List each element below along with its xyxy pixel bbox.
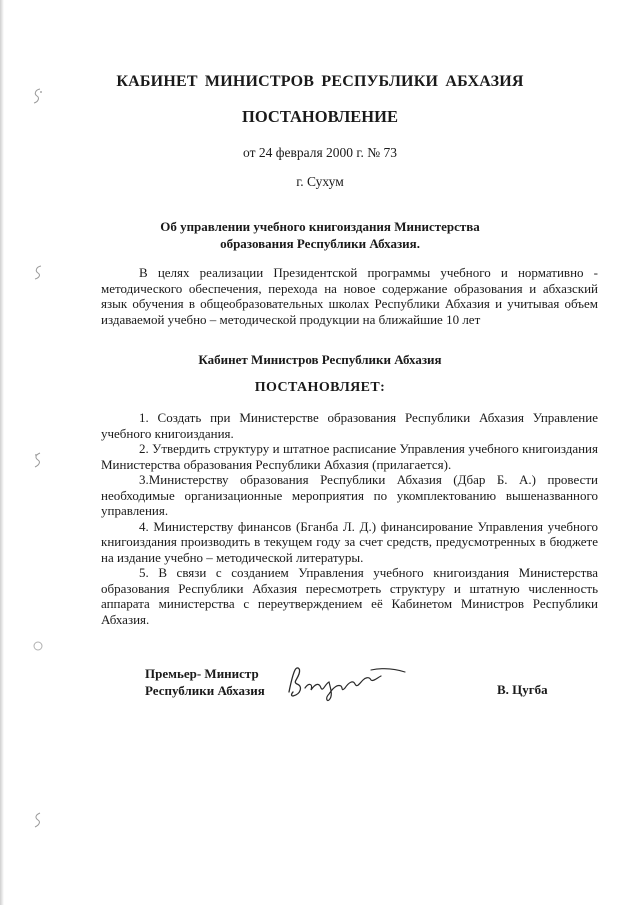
punch-hole-mark [32,812,44,828]
resolution-items [101,410,598,627]
resolution-item: 2. Утвердить структуру и штатное расписание Управления учебного книгоиздания Министерства образования Республики Абхазия (прилагается). [101,441,598,472]
council-line: Кабинет Министров Республики Абхазия [198,352,442,367]
signer-position-line: Премьер- Министр [145,666,259,681]
document-date-number: от 24 февраля 2000 г. № 73 [243,145,397,160]
punch-hole-mark [32,638,44,654]
handwritten-signature [285,662,410,702]
document-city: г. Сухум [296,174,344,189]
subject-line: образования Республики Абхазия. [220,236,420,251]
document-type-heading: ПОСТАНОВЛЕНИЕ [242,107,398,126]
resolves-heading: ПОСТАНОВЛЯЕТ: [254,380,386,395]
document-subject [0,218,640,252]
resolution-item: 3.Министерству образования Республики Абхазия (Дбар Б. А.) провести необходимые организационные мероприятия по укомплектованию вышеназванного управления. [101,472,598,518]
resolution-item: 4. Министерству финансов (Бганба Л. Д.) финансирование Управления учебного книгоиздания производить в текущем году за счет средств, предусмотренных в бюджете на издание учебно – методической литературы. [101,518,598,565]
signer-name: В. Цугба [497,682,548,697]
signer-position-line: Республики Абхазия [145,683,265,698]
punch-hole-mark [32,264,44,280]
preamble-paragraph: В целях реализации Президентской программы учебного и нормативно - методического обеспечения, перехода на новое содержание образования и абхазский язык обучения в общеобразовательных школах Республики Абхазия и учитывая объем издаваемой учебно – методической продукции на ближайшие 10 лет [101,265,598,327]
resolution-item: 1. Создать при Министерстве образования Республики Абхазия Управление учебного книгоиздания. [101,410,598,441]
resolution-item: 5. В связи с созданием Управления учебного книгоиздания Министерства образования Республики Абхазия пересмотреть структуру и штатную численность аппарата министерства с переутверждением её Кабинетом Министров Республики Абхазия. [101,565,598,627]
subject-line: Об управлении учебного книгоиздания Министерства [160,219,480,234]
organization-title: КАБИНЕТ МИНИСТРОВ РЕСПУБЛИКИ АБХАЗИЯ [116,73,524,90]
scan-edge-shadow [0,0,4,905]
punch-hole-mark [32,452,44,468]
signer-position [145,665,265,699]
